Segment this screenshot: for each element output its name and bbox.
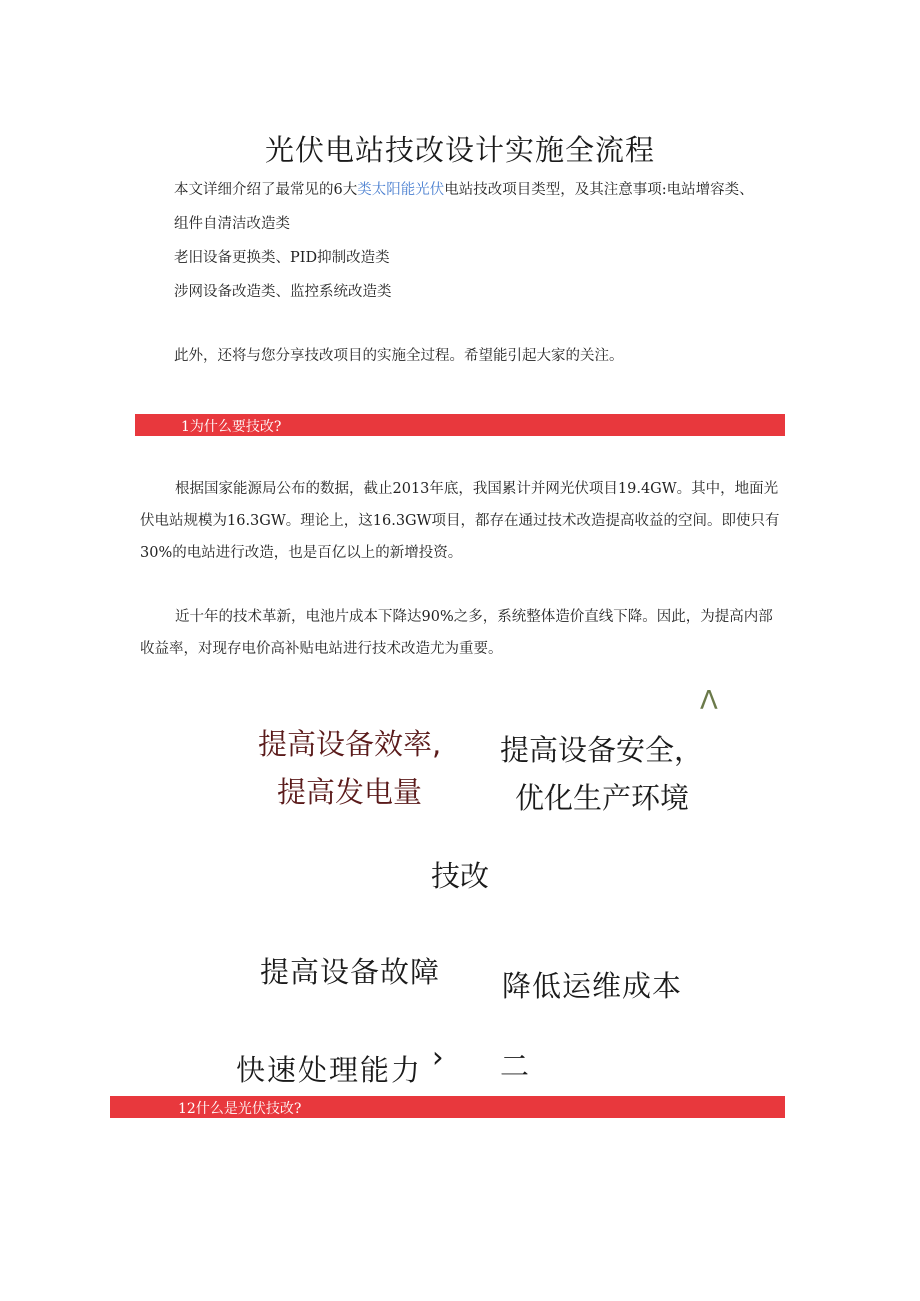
arrow-right-icon: › xyxy=(432,1040,444,1074)
diagram-top-left-line-1: 提高设备效率, xyxy=(258,727,442,761)
diagram-top-right-line-2: 优化生产环境 xyxy=(515,781,690,815)
section-2-band xyxy=(110,1096,785,1118)
section-2-heading: 12什么是光伏技改? xyxy=(178,1101,302,1117)
intro-line-3: 老旧设备更换类、PID抑制改造类 xyxy=(174,250,390,266)
intro-line-5: 此外，还将与您分享技改项目的实施全过程。希望能引起大家的关注。 xyxy=(174,348,624,364)
intro-line-2: 组件自清洁改造类 xyxy=(174,216,290,232)
paragraph-2: 近十年的技术革新，电池片成本下降达90%之多，系统整体造价直线下降。因此，为提高内部收益率，对现存电价高补贴电站进行技术改造尤为重要。 xyxy=(140,609,773,657)
section-1-heading: 1为什么要技改? xyxy=(181,419,282,435)
caret-up-icon: Λ xyxy=(700,686,718,716)
arrow-clip xyxy=(432,1040,462,1074)
diagram-bottom-left-line-2: 快速处理能力 xyxy=(236,1053,423,1087)
br2-clip xyxy=(500,1040,530,1083)
intro-line-1-post: 电站技改项目类型，及其注意事项:电站增容类、 xyxy=(444,182,754,198)
page-title: 光伏电站技改设计实施全流程 xyxy=(264,133,655,167)
solar-link[interactable]: 类太阳能光伏 xyxy=(357,182,445,198)
diagram-bottom-left-line-1: 提高设备故障 xyxy=(260,955,441,989)
intro-line-1-pre: 本文详细介绍了最常见的6大 xyxy=(174,182,358,198)
diagram-top-right-line-1: 提高设备安全， xyxy=(500,733,704,767)
diagram-bottom-left-clip xyxy=(236,1040,436,1087)
intro-line-1 xyxy=(174,173,754,207)
diagram-bottom-right-line-2: 二 xyxy=(500,1049,530,1083)
diagram-bottom-right-line-1: 降低运维成本 xyxy=(502,969,683,1003)
diagram-center-label: 技改 xyxy=(431,859,490,893)
paragraph-1: 根据国家能源局公布的数据，截止2013年底，我国累计并网光伏项目19.4GW。其中，地面光伏电站规模为16.3GW。理论上，这16.3GW项目，都存在通过技术改造提高收益的空间。即使只有30%的电站进行改造，也是百亿以上的新增投资。 xyxy=(140,481,780,561)
intro-line-4: 涉网设备改造类、监控系统改造类 xyxy=(174,284,392,300)
section-1-band xyxy=(135,414,785,436)
diagram-top-left-line-2: 提高发电量 xyxy=(277,775,423,809)
